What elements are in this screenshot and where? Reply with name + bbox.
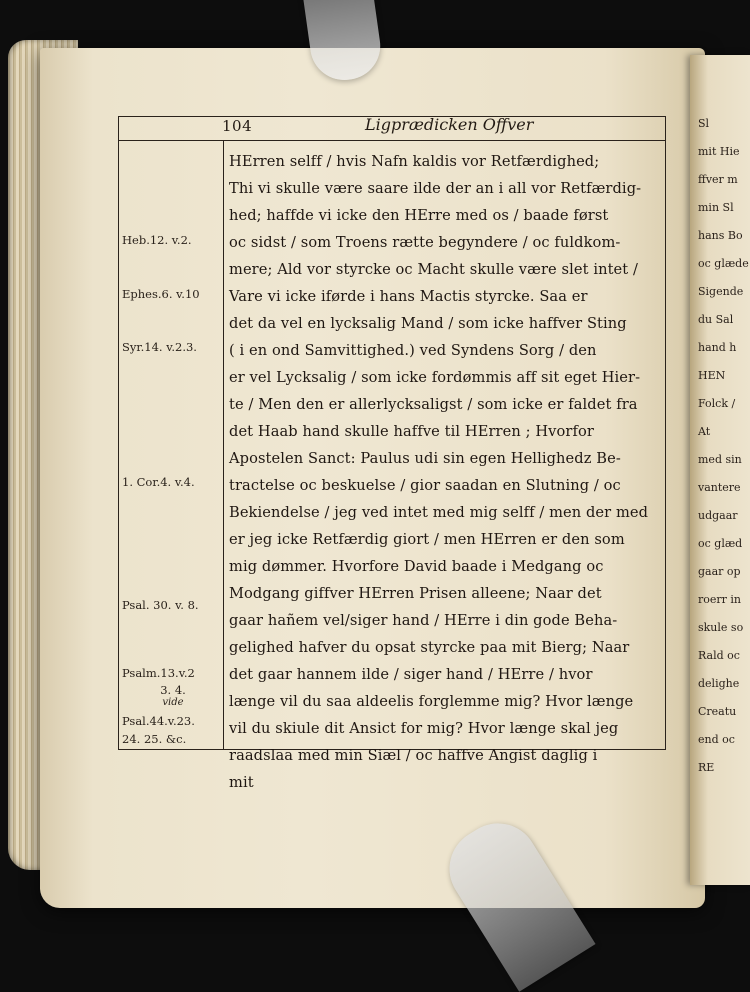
text-line: gaar hañem vel/siger hand / HErre i din gode Beha- [229,612,618,629]
facing-text-line: du Sal [698,313,734,326]
margin-note: Psal. 30. v. 8. [122,598,199,612]
facing-page-text [698,110,749,782]
margin-note: Psal.44.v.23. [122,714,195,728]
facing-text-line: oc glæde [698,257,749,270]
margin-note: Heb.12. v.2. [122,233,192,247]
text-line: er vel Lycksalig / som icke fordømmis aff sit eget Hier- [229,369,641,386]
text-line: gelighed hafver du opsat styrcke paa mit Bierg; Naar [229,639,630,656]
facing-text-line: HEN [698,369,726,382]
text-line: det da vel en lycksalig Mand / som icke haffver Sting [229,315,627,332]
text-line: raadslaa med min Siæl / oc haffve Angist daglig i [229,747,598,764]
margin-note: Syr.14. v.2.3. [122,340,197,354]
text-line: hed; haffde vi icke den HErre med os / baade først [229,207,609,224]
running-head: Ligprædicken Offver [365,115,534,134]
text-line: ( i en ond Samvittighed.) ved Syndens Sorg / den [229,342,597,359]
body-text [229,148,666,796]
facing-text-line: At [698,425,711,438]
facing-text-line: hand h [698,341,737,354]
facing-text-line: udgaar [698,509,738,522]
text-line: mere; Ald vor styrcke oc Macht skulle være slet intet / [229,261,639,278]
facing-text-line: Sigende [698,285,744,298]
facing-text-line: Creatu [698,705,737,718]
text-line: Modgang giffver HErren Prisen alleene; Naar det [229,585,602,602]
page-number: 104 [222,117,253,135]
facing-text-line: Rald oc [698,649,740,662]
facing-text-line: gaar op [698,565,741,578]
facing-text-line: end oc [698,733,735,746]
text-line: vil du skiule dit Ansict for mig? Hvor længe skal jeg [229,720,619,737]
text-line: det Haab hand skulle haffve til HErren ; Hvorfor [229,423,594,440]
margin-note: Psalm.13.v.2 [122,666,195,680]
text-line: te / Men den er allerlycksaligst / som icke er faldet fra [229,396,638,413]
margin-note: 3. 4. [160,683,186,697]
text-line: det gaar hannem ilde / siger hand / HErre / hvor [229,666,593,683]
margin-note: vide [162,697,184,708]
margin-note: Ephes.6. v.10 [122,287,200,301]
text-line: Vare vi icke iførde i hans Mactis styrcke. Saa er [229,288,588,305]
facing-text-line: Sl [698,117,710,130]
facing-text-line: roerr in [698,593,742,606]
facing-text-line: med sin [698,453,742,466]
text-line: længe vil du saa aldeelis forglemme mig? Hvor længe [229,693,634,710]
text-line: mit [229,774,254,791]
text-line: tractelse oc beskuelse / gior saadan en Slutning / oc [229,477,621,494]
facing-text-line: oc glæd [698,537,743,550]
text-line: oc sidst / som Troens rætte begyndere / oc fuldkom- [229,234,621,251]
text-line: HErren selff / hvis Nafn kaldis vor Retfærdighed; [229,153,600,170]
facing-text-line: delighe [698,677,740,690]
facing-text-line: RE [698,761,715,774]
facing-text-line: min Sl [698,201,734,214]
text-line: Thi vi skulle være saare ilde der an i all vor Retfærdig- [229,180,642,197]
margin-rule [223,140,224,749]
facing-text-line: mit Hie [698,145,740,158]
text-line: mig dømmer. Hvorfore David baade i Medgang oc [229,558,604,575]
facing-text-line: vantere [698,481,741,494]
margin-note: 24. 25. &c. [122,732,187,746]
facing-text-line: Folck / [698,397,736,410]
header-rule [119,140,665,141]
facing-text-line: ffver m [698,173,738,186]
margin-note: 1. Cor.4. v.4. [122,475,195,489]
text-line: Apostelen Sanct: Paulus udi sin egen Hellighedz Be- [229,450,621,467]
text-line: er jeg icke Retfærdig giort / men HErren er den som [229,531,625,548]
facing-text-line: skule so [698,621,744,634]
text-line: Bekiendelse / jeg ved intet med mig selff / men der med [229,504,649,521]
facing-text-line: hans Bo [698,229,743,242]
